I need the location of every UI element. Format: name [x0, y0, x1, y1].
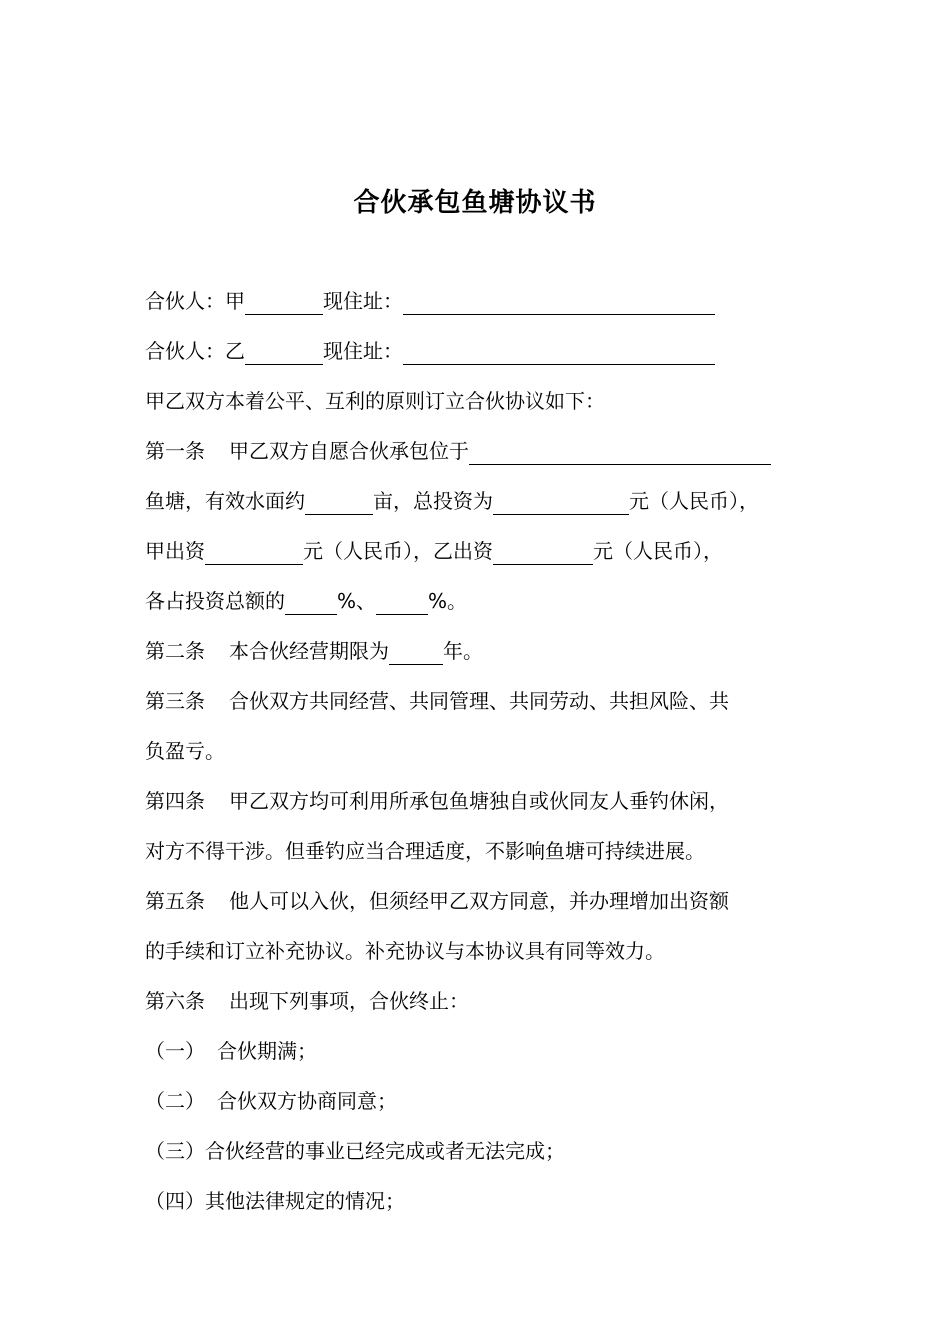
article-2-term-blank	[389, 642, 443, 665]
partner-a-address-blank	[403, 292, 715, 315]
article-1-location-blank	[469, 442, 771, 465]
article-1-text-b2: 亩，总投资为	[373, 489, 493, 513]
article-1-total-blank	[493, 492, 629, 515]
article-4-line-2: 对方不得干涉。但垂钓应当合理适度，不影响鱼塘可持续进展。	[145, 839, 705, 863]
article-1-line-4	[145, 587, 467, 615]
list-item	[145, 1037, 317, 1065]
partner-b-line	[145, 337, 715, 365]
article-1-text-b3: 元（人民币），	[629, 489, 759, 513]
article-4-text-a: 甲乙双方均可利用所承包鱼塘独自或伙同友人垂钓休闲，	[229, 789, 729, 813]
article-1-b-invest-blank	[493, 542, 593, 565]
list-item-number: （二）	[145, 1089, 205, 1113]
article-4-line-1	[145, 787, 729, 815]
article-1-text-d2: %、	[337, 589, 377, 613]
article-1-text-b1: 鱼塘，有效水面约	[145, 489, 305, 513]
list-item-text: 合伙双方协商同意；	[217, 1089, 397, 1113]
article-2-line	[145, 637, 483, 665]
partner-b-name-blank	[245, 342, 323, 365]
article-5-label: 第五条	[145, 889, 205, 913]
article-6-label: 第六条	[145, 989, 205, 1013]
article-4-label: 第四条	[145, 789, 205, 813]
list-item	[145, 1137, 565, 1165]
partner-b-label: 合伙人：乙	[145, 339, 245, 363]
list-item	[145, 1087, 397, 1115]
article-3-text-a: 合伙双方共同经营、共同管理、共同劳动、共担风险、共	[229, 689, 729, 713]
partner-a-line	[145, 287, 715, 315]
article-5-line-2: 的手续和订立补充协议。补充协议与本协议具有同等效力。	[145, 939, 665, 963]
article-1-a-invest-blank	[205, 542, 303, 565]
article-1-text-c3: 元（人民币），	[593, 539, 723, 563]
article-1-area-blank	[305, 492, 373, 515]
article-1-text-d3: %。	[428, 589, 468, 613]
article-3-line-1	[145, 687, 729, 715]
article-1-b-percent-blank	[376, 592, 428, 615]
article-3-label: 第三条	[145, 689, 205, 713]
article-2-text-a: 本合伙经营期限为	[229, 639, 389, 663]
article-6-line	[145, 987, 469, 1015]
partner-b-address-blank	[403, 342, 715, 365]
list-item-number: （三）	[145, 1139, 205, 1163]
article-1-text-a: 甲乙双方自愿合伙承包位于	[229, 439, 469, 463]
intro-text: 甲乙双方本着公平、互利的原则订立合伙协议如下：	[145, 389, 605, 413]
article-1-line-1	[145, 437, 771, 465]
article-3-line-2: 负盈亏。	[145, 739, 225, 763]
document-title: 合伙承包鱼塘协议书	[353, 188, 597, 218]
article-6-text: 出现下列事项，合伙终止：	[229, 989, 469, 1013]
article-1-line-3	[145, 537, 723, 565]
list-item-text: 合伙期满；	[217, 1039, 317, 1063]
article-2-label: 第二条	[145, 639, 205, 663]
list-item	[145, 1187, 405, 1215]
article-1-text-d1: 各占投资总额的	[145, 589, 285, 613]
list-item-text: 其他法律规定的情况；	[205, 1189, 405, 1213]
article-5-line-1	[145, 887, 729, 915]
article-1-label: 第一条	[145, 439, 205, 463]
list-item-number: （四）	[145, 1189, 205, 1213]
article-1-a-percent-blank	[285, 592, 337, 615]
partner-a-label: 合伙人：甲	[145, 289, 245, 313]
list-item-text: 合伙经营的事业已经完成或者无法完成；	[205, 1139, 565, 1163]
list-item-number: （一）	[145, 1039, 205, 1063]
partner-a-name-blank	[245, 292, 323, 315]
article-1-text-c2: 元（人民币），乙出资	[303, 539, 493, 563]
article-1-text-c1: 甲出资	[145, 539, 205, 563]
article-5-text-a: 他人可以入伙，但须经甲乙双方同意，并办理增加出资额	[229, 889, 729, 913]
article-1-line-2	[145, 487, 759, 515]
article-2-text-b: 年。	[443, 639, 483, 663]
partner-b-address-label: 现住址：	[323, 339, 403, 363]
partner-a-address-label: 现住址：	[323, 289, 403, 313]
